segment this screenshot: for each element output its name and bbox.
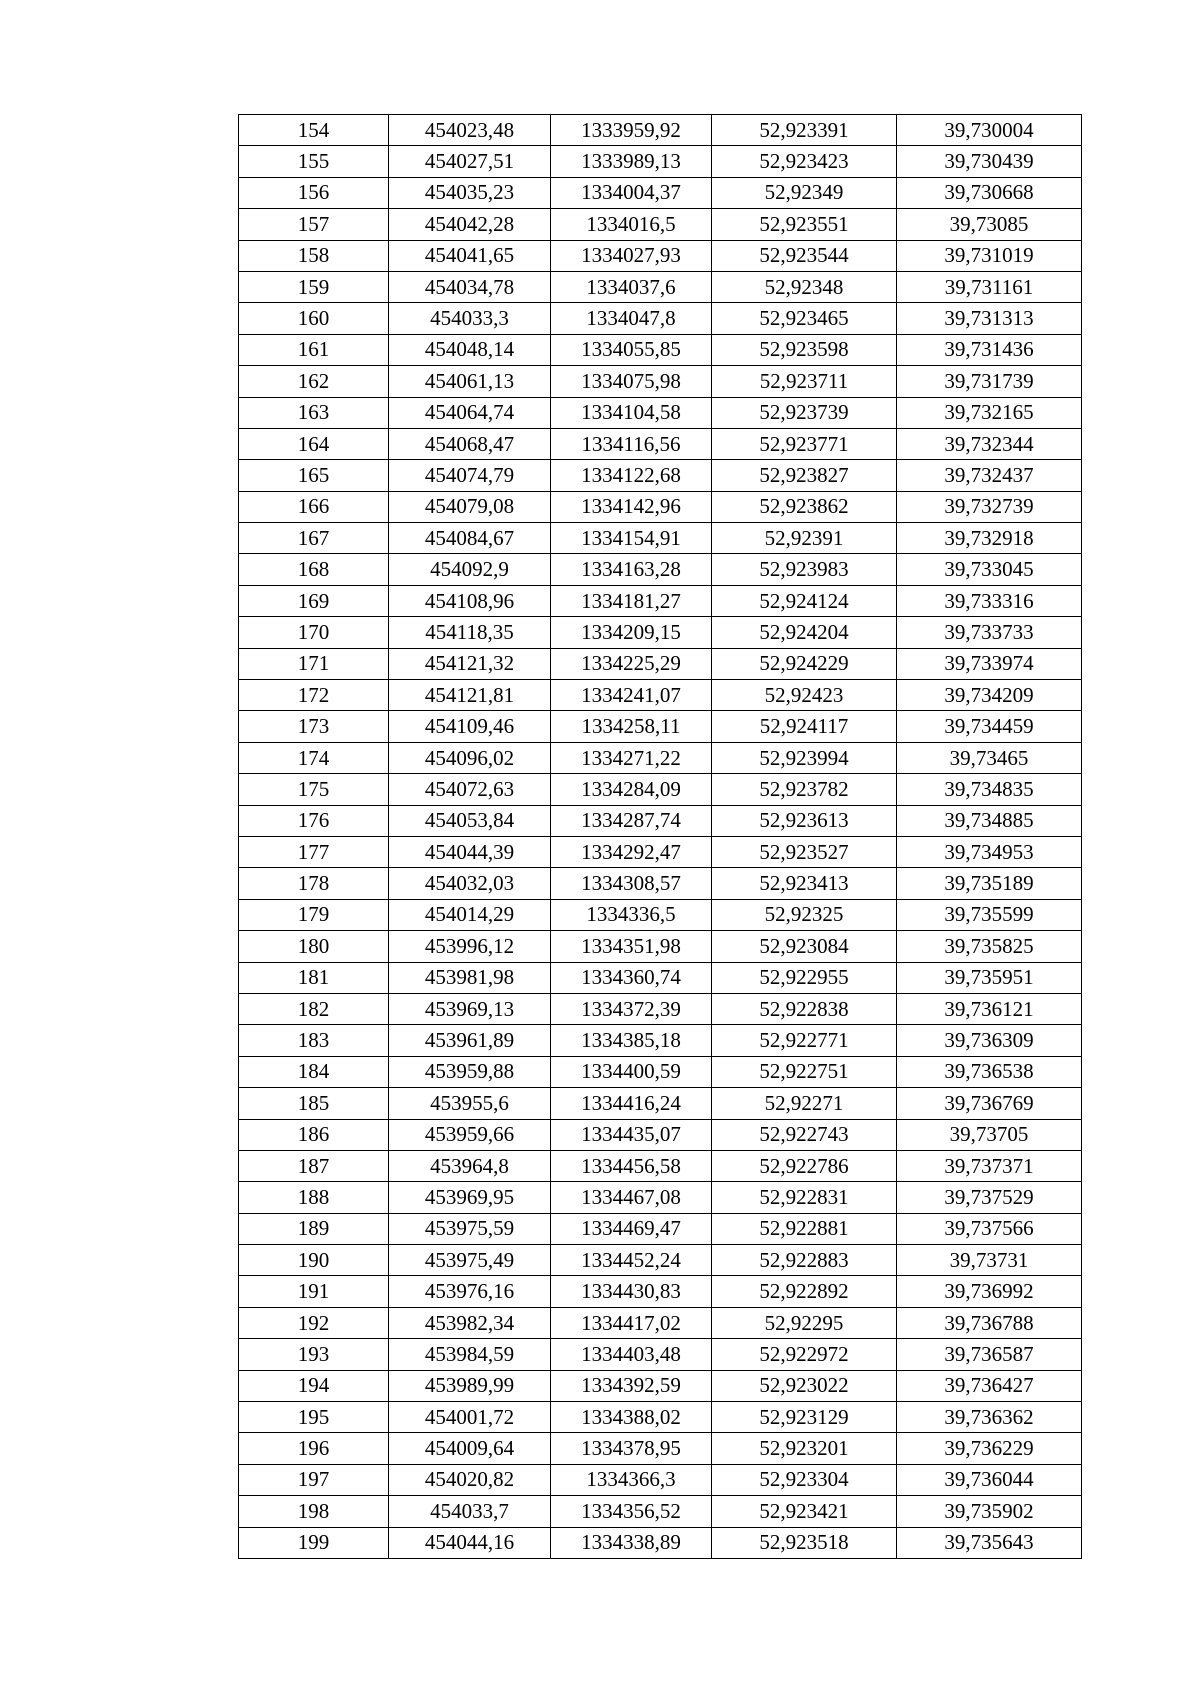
x-coordinate-cell: 454074,79 bbox=[389, 460, 551, 491]
table-row bbox=[239, 1307, 1082, 1338]
y-coordinate-cell: 1334388,02 bbox=[551, 1402, 712, 1433]
point-number-cell: 193 bbox=[239, 1339, 389, 1370]
point-number-cell: 155 bbox=[239, 146, 389, 177]
y-coordinate-cell: 1334452,24 bbox=[551, 1245, 712, 1276]
latitude-cell: 52,923304 bbox=[712, 1464, 897, 1495]
y-coordinate-cell: 1334181,27 bbox=[551, 585, 712, 616]
point-number-cell: 158 bbox=[239, 240, 389, 271]
longitude-cell: 39,731436 bbox=[897, 334, 1082, 365]
latitude-cell: 52,923084 bbox=[712, 931, 897, 962]
latitude-cell: 52,924229 bbox=[712, 648, 897, 679]
table-row bbox=[239, 1370, 1082, 1401]
x-coordinate-cell: 454032,03 bbox=[389, 868, 551, 899]
longitude-cell: 39,736362 bbox=[897, 1402, 1082, 1433]
table-row bbox=[239, 1056, 1082, 1087]
table-row bbox=[239, 1245, 1082, 1276]
latitude-cell: 52,923862 bbox=[712, 491, 897, 522]
y-coordinate-cell: 1334241,07 bbox=[551, 680, 712, 711]
x-coordinate-cell: 454096,02 bbox=[389, 742, 551, 773]
point-number-cell: 184 bbox=[239, 1056, 389, 1087]
x-coordinate-cell: 453955,6 bbox=[389, 1088, 551, 1119]
latitude-cell: 52,923518 bbox=[712, 1527, 897, 1558]
table-row bbox=[239, 397, 1082, 428]
point-number-cell: 187 bbox=[239, 1150, 389, 1181]
x-coordinate-cell: 454108,96 bbox=[389, 585, 551, 616]
longitude-cell: 39,736044 bbox=[897, 1464, 1082, 1495]
point-number-cell: 188 bbox=[239, 1182, 389, 1213]
table-row bbox=[239, 491, 1082, 522]
y-coordinate-cell: 1334469,47 bbox=[551, 1213, 712, 1244]
y-coordinate-cell: 1334356,52 bbox=[551, 1496, 712, 1527]
point-number-cell: 181 bbox=[239, 962, 389, 993]
longitude-cell: 39,735599 bbox=[897, 899, 1082, 930]
point-number-cell: 163 bbox=[239, 397, 389, 428]
y-coordinate-cell: 1334027,93 bbox=[551, 240, 712, 271]
point-number-cell: 182 bbox=[239, 993, 389, 1024]
longitude-cell: 39,736427 bbox=[897, 1370, 1082, 1401]
longitude-cell: 39,736229 bbox=[897, 1433, 1082, 1464]
table-row bbox=[239, 962, 1082, 993]
x-coordinate-cell: 454034,78 bbox=[389, 271, 551, 302]
y-coordinate-cell: 1334336,5 bbox=[551, 899, 712, 930]
longitude-cell: 39,732437 bbox=[897, 460, 1082, 491]
longitude-cell: 39,736788 bbox=[897, 1307, 1082, 1338]
longitude-cell: 39,736121 bbox=[897, 993, 1082, 1024]
latitude-cell: 52,923994 bbox=[712, 742, 897, 773]
table-row bbox=[239, 1339, 1082, 1370]
x-coordinate-cell: 454079,08 bbox=[389, 491, 551, 522]
point-number-cell: 164 bbox=[239, 428, 389, 459]
point-number-cell: 194 bbox=[239, 1370, 389, 1401]
x-coordinate-cell: 454042,28 bbox=[389, 209, 551, 240]
table-row bbox=[239, 1464, 1082, 1495]
y-coordinate-cell: 1334385,18 bbox=[551, 1025, 712, 1056]
table-row bbox=[239, 554, 1082, 585]
point-number-cell: 189 bbox=[239, 1213, 389, 1244]
latitude-cell: 52,924124 bbox=[712, 585, 897, 616]
table-row bbox=[239, 428, 1082, 459]
longitude-cell: 39,733974 bbox=[897, 648, 1082, 679]
point-number-cell: 191 bbox=[239, 1276, 389, 1307]
table-row bbox=[239, 993, 1082, 1024]
point-number-cell: 186 bbox=[239, 1119, 389, 1150]
table-row bbox=[239, 1496, 1082, 1527]
point-number-cell: 179 bbox=[239, 899, 389, 930]
x-coordinate-cell: 453976,16 bbox=[389, 1276, 551, 1307]
y-coordinate-cell: 1334403,48 bbox=[551, 1339, 712, 1370]
latitude-cell: 52,922881 bbox=[712, 1213, 897, 1244]
longitude-cell: 39,736538 bbox=[897, 1056, 1082, 1087]
latitude-cell: 52,922751 bbox=[712, 1056, 897, 1087]
table-row bbox=[239, 460, 1082, 491]
x-coordinate-cell: 454044,39 bbox=[389, 836, 551, 867]
point-number-cell: 196 bbox=[239, 1433, 389, 1464]
x-coordinate-cell: 454061,13 bbox=[389, 366, 551, 397]
x-coordinate-cell: 454033,3 bbox=[389, 303, 551, 334]
point-number-cell: 168 bbox=[239, 554, 389, 585]
y-coordinate-cell: 1334292,47 bbox=[551, 836, 712, 867]
latitude-cell: 52,922786 bbox=[712, 1150, 897, 1181]
latitude-cell: 52,922972 bbox=[712, 1339, 897, 1370]
longitude-cell: 39,735189 bbox=[897, 868, 1082, 899]
x-coordinate-cell: 454121,81 bbox=[389, 680, 551, 711]
y-coordinate-cell: 1334116,56 bbox=[551, 428, 712, 459]
x-coordinate-cell: 453982,34 bbox=[389, 1307, 551, 1338]
table-row bbox=[239, 523, 1082, 554]
x-coordinate-cell: 454121,32 bbox=[389, 648, 551, 679]
table-row bbox=[239, 868, 1082, 899]
y-coordinate-cell: 1334104,58 bbox=[551, 397, 712, 428]
latitude-cell: 52,923983 bbox=[712, 554, 897, 585]
x-coordinate-cell: 454027,51 bbox=[389, 146, 551, 177]
y-coordinate-cell: 1334338,89 bbox=[551, 1527, 712, 1558]
y-coordinate-cell: 1334142,96 bbox=[551, 491, 712, 522]
x-coordinate-cell: 454001,72 bbox=[389, 1402, 551, 1433]
x-coordinate-cell: 454068,47 bbox=[389, 428, 551, 459]
longitude-cell: 39,733316 bbox=[897, 585, 1082, 616]
longitude-cell: 39,737566 bbox=[897, 1213, 1082, 1244]
y-coordinate-cell: 1334430,83 bbox=[551, 1276, 712, 1307]
x-coordinate-cell: 454118,35 bbox=[389, 617, 551, 648]
y-coordinate-cell: 1334122,68 bbox=[551, 460, 712, 491]
longitude-cell: 39,734885 bbox=[897, 805, 1082, 836]
y-coordinate-cell: 1334016,5 bbox=[551, 209, 712, 240]
latitude-cell: 52,922838 bbox=[712, 993, 897, 1024]
y-coordinate-cell: 1334284,09 bbox=[551, 774, 712, 805]
table-row bbox=[239, 931, 1082, 962]
point-number-cell: 175 bbox=[239, 774, 389, 805]
point-number-cell: 165 bbox=[239, 460, 389, 491]
y-coordinate-cell: 1334271,22 bbox=[551, 742, 712, 773]
longitude-cell: 39,731739 bbox=[897, 366, 1082, 397]
x-coordinate-cell: 454084,67 bbox=[389, 523, 551, 554]
table-row bbox=[239, 177, 1082, 208]
latitude-cell: 52,92391 bbox=[712, 523, 897, 554]
table-row bbox=[239, 146, 1082, 177]
point-number-cell: 169 bbox=[239, 585, 389, 616]
y-coordinate-cell: 1334416,24 bbox=[551, 1088, 712, 1119]
y-coordinate-cell: 1334456,58 bbox=[551, 1150, 712, 1181]
latitude-cell: 52,923201 bbox=[712, 1433, 897, 1464]
longitude-cell: 39,732344 bbox=[897, 428, 1082, 459]
table-row bbox=[239, 648, 1082, 679]
y-coordinate-cell: 1334360,74 bbox=[551, 962, 712, 993]
y-coordinate-cell: 1334225,29 bbox=[551, 648, 712, 679]
table-row bbox=[239, 209, 1082, 240]
latitude-cell: 52,923544 bbox=[712, 240, 897, 271]
point-number-cell: 199 bbox=[239, 1527, 389, 1558]
point-number-cell: 174 bbox=[239, 742, 389, 773]
point-number-cell: 190 bbox=[239, 1245, 389, 1276]
x-coordinate-cell: 454064,74 bbox=[389, 397, 551, 428]
x-coordinate-cell: 454109,46 bbox=[389, 711, 551, 742]
longitude-cell: 39,737529 bbox=[897, 1182, 1082, 1213]
point-number-cell: 183 bbox=[239, 1025, 389, 1056]
point-number-cell: 177 bbox=[239, 836, 389, 867]
latitude-cell: 52,923711 bbox=[712, 366, 897, 397]
latitude-cell: 52,924204 bbox=[712, 617, 897, 648]
point-number-cell: 167 bbox=[239, 523, 389, 554]
x-coordinate-cell: 454023,48 bbox=[389, 115, 551, 146]
x-coordinate-cell: 453989,99 bbox=[389, 1370, 551, 1401]
point-number-cell: 162 bbox=[239, 366, 389, 397]
table-row bbox=[239, 1025, 1082, 1056]
latitude-cell: 52,923421 bbox=[712, 1496, 897, 1527]
longitude-cell: 39,73731 bbox=[897, 1245, 1082, 1276]
table-row bbox=[239, 1088, 1082, 1119]
point-number-cell: 185 bbox=[239, 1088, 389, 1119]
y-coordinate-cell: 1334372,39 bbox=[551, 993, 712, 1024]
y-coordinate-cell: 1334467,08 bbox=[551, 1182, 712, 1213]
latitude-cell: 52,923022 bbox=[712, 1370, 897, 1401]
longitude-cell: 39,73465 bbox=[897, 742, 1082, 773]
longitude-cell: 39,731019 bbox=[897, 240, 1082, 271]
point-number-cell: 157 bbox=[239, 209, 389, 240]
longitude-cell: 39,73705 bbox=[897, 1119, 1082, 1150]
x-coordinate-cell: 454041,65 bbox=[389, 240, 551, 271]
longitude-cell: 39,736587 bbox=[897, 1339, 1082, 1370]
latitude-cell: 52,92325 bbox=[712, 899, 897, 930]
x-coordinate-cell: 454020,82 bbox=[389, 1464, 551, 1495]
y-coordinate-cell: 1333959,92 bbox=[551, 115, 712, 146]
table-row bbox=[239, 805, 1082, 836]
longitude-cell: 39,734459 bbox=[897, 711, 1082, 742]
point-number-cell: 160 bbox=[239, 303, 389, 334]
latitude-cell: 52,923613 bbox=[712, 805, 897, 836]
longitude-cell: 39,733733 bbox=[897, 617, 1082, 648]
point-number-cell: 198 bbox=[239, 1496, 389, 1527]
y-coordinate-cell: 1334287,74 bbox=[551, 805, 712, 836]
table-row bbox=[239, 271, 1082, 302]
point-number-cell: 159 bbox=[239, 271, 389, 302]
y-coordinate-cell: 1334378,95 bbox=[551, 1433, 712, 1464]
y-coordinate-cell: 1334075,98 bbox=[551, 366, 712, 397]
latitude-cell: 52,923423 bbox=[712, 146, 897, 177]
table-row bbox=[239, 1276, 1082, 1307]
latitude-cell: 52,923782 bbox=[712, 774, 897, 805]
point-number-cell: 161 bbox=[239, 334, 389, 365]
latitude-cell: 52,92349 bbox=[712, 177, 897, 208]
latitude-cell: 52,923551 bbox=[712, 209, 897, 240]
y-coordinate-cell: 1334037,6 bbox=[551, 271, 712, 302]
x-coordinate-cell: 454014,29 bbox=[389, 899, 551, 930]
table-row bbox=[239, 1150, 1082, 1181]
point-number-cell: 197 bbox=[239, 1464, 389, 1495]
latitude-cell: 52,922955 bbox=[712, 962, 897, 993]
latitude-cell: 52,922743 bbox=[712, 1119, 897, 1150]
y-coordinate-cell: 1334400,59 bbox=[551, 1056, 712, 1087]
x-coordinate-cell: 453959,88 bbox=[389, 1056, 551, 1087]
x-coordinate-cell: 454053,84 bbox=[389, 805, 551, 836]
table-row bbox=[239, 836, 1082, 867]
x-coordinate-cell: 454033,7 bbox=[389, 1496, 551, 1527]
x-coordinate-cell: 453975,59 bbox=[389, 1213, 551, 1244]
point-number-cell: 195 bbox=[239, 1402, 389, 1433]
latitude-cell: 52,923771 bbox=[712, 428, 897, 459]
table-row bbox=[239, 303, 1082, 334]
table-row bbox=[239, 115, 1082, 146]
longitude-cell: 39,735643 bbox=[897, 1527, 1082, 1558]
table-row bbox=[239, 1182, 1082, 1213]
table-row bbox=[239, 617, 1082, 648]
table-row bbox=[239, 742, 1082, 773]
y-coordinate-cell: 1334163,28 bbox=[551, 554, 712, 585]
longitude-cell: 39,736769 bbox=[897, 1088, 1082, 1119]
longitude-cell: 39,731313 bbox=[897, 303, 1082, 334]
longitude-cell: 39,736992 bbox=[897, 1276, 1082, 1307]
table-row bbox=[239, 366, 1082, 397]
x-coordinate-cell: 453959,66 bbox=[389, 1119, 551, 1150]
table-row bbox=[239, 899, 1082, 930]
point-number-cell: 154 bbox=[239, 115, 389, 146]
table-row bbox=[239, 1119, 1082, 1150]
y-coordinate-cell: 1334351,98 bbox=[551, 931, 712, 962]
x-coordinate-cell: 454009,64 bbox=[389, 1433, 551, 1464]
y-coordinate-cell: 1334417,02 bbox=[551, 1307, 712, 1338]
latitude-cell: 52,924117 bbox=[712, 711, 897, 742]
longitude-cell: 39,732165 bbox=[897, 397, 1082, 428]
y-coordinate-cell: 1334392,59 bbox=[551, 1370, 712, 1401]
y-coordinate-cell: 1333989,13 bbox=[551, 146, 712, 177]
x-coordinate-cell: 453984,59 bbox=[389, 1339, 551, 1370]
y-coordinate-cell: 1334366,3 bbox=[551, 1464, 712, 1495]
y-coordinate-cell: 1334209,15 bbox=[551, 617, 712, 648]
point-number-cell: 166 bbox=[239, 491, 389, 522]
longitude-cell: 39,73085 bbox=[897, 209, 1082, 240]
table-row bbox=[239, 774, 1082, 805]
x-coordinate-cell: 454092,9 bbox=[389, 554, 551, 585]
x-coordinate-cell: 454044,16 bbox=[389, 1527, 551, 1558]
latitude-cell: 52,923129 bbox=[712, 1402, 897, 1433]
y-coordinate-cell: 1334258,11 bbox=[551, 711, 712, 742]
point-number-cell: 172 bbox=[239, 680, 389, 711]
table-row bbox=[239, 1433, 1082, 1464]
y-coordinate-cell: 1334435,07 bbox=[551, 1119, 712, 1150]
table-row bbox=[239, 711, 1082, 742]
longitude-cell: 39,735951 bbox=[897, 962, 1082, 993]
latitude-cell: 52,923465 bbox=[712, 303, 897, 334]
point-number-cell: 156 bbox=[239, 177, 389, 208]
longitude-cell: 39,735902 bbox=[897, 1496, 1082, 1527]
longitude-cell: 39,730439 bbox=[897, 146, 1082, 177]
table-row bbox=[239, 1213, 1082, 1244]
x-coordinate-cell: 453981,98 bbox=[389, 962, 551, 993]
table-row bbox=[239, 1527, 1082, 1558]
longitude-cell: 39,732739 bbox=[897, 491, 1082, 522]
point-number-cell: 176 bbox=[239, 805, 389, 836]
table-row bbox=[239, 240, 1082, 271]
latitude-cell: 52,923827 bbox=[712, 460, 897, 491]
longitude-cell: 39,730004 bbox=[897, 115, 1082, 146]
latitude-cell: 52,923413 bbox=[712, 868, 897, 899]
y-coordinate-cell: 1334004,37 bbox=[551, 177, 712, 208]
table-row bbox=[239, 585, 1082, 616]
longitude-cell: 39,733045 bbox=[897, 554, 1082, 585]
latitude-cell: 52,923391 bbox=[712, 115, 897, 146]
y-coordinate-cell: 1334047,8 bbox=[551, 303, 712, 334]
latitude-cell: 52,922892 bbox=[712, 1276, 897, 1307]
table-row bbox=[239, 1402, 1082, 1433]
x-coordinate-cell: 453969,13 bbox=[389, 993, 551, 1024]
y-coordinate-cell: 1334055,85 bbox=[551, 334, 712, 365]
y-coordinate-cell: 1334308,57 bbox=[551, 868, 712, 899]
table-row bbox=[239, 680, 1082, 711]
x-coordinate-cell: 453961,89 bbox=[389, 1025, 551, 1056]
latitude-cell: 52,923598 bbox=[712, 334, 897, 365]
point-number-cell: 180 bbox=[239, 931, 389, 962]
longitude-cell: 39,734835 bbox=[897, 774, 1082, 805]
longitude-cell: 39,732918 bbox=[897, 523, 1082, 554]
longitude-cell: 39,737371 bbox=[897, 1150, 1082, 1181]
point-number-cell: 178 bbox=[239, 868, 389, 899]
table-row bbox=[239, 334, 1082, 365]
latitude-cell: 52,92348 bbox=[712, 271, 897, 302]
longitude-cell: 39,730668 bbox=[897, 177, 1082, 208]
latitude-cell: 52,923527 bbox=[712, 836, 897, 867]
x-coordinate-cell: 454072,63 bbox=[389, 774, 551, 805]
x-coordinate-cell: 453964,8 bbox=[389, 1150, 551, 1181]
latitude-cell: 52,922771 bbox=[712, 1025, 897, 1056]
x-coordinate-cell: 453996,12 bbox=[389, 931, 551, 962]
latitude-cell: 52,922831 bbox=[712, 1182, 897, 1213]
coordinates-table-body bbox=[239, 115, 1082, 1559]
latitude-cell: 52,92271 bbox=[712, 1088, 897, 1119]
latitude-cell: 52,92423 bbox=[712, 680, 897, 711]
y-coordinate-cell: 1334154,91 bbox=[551, 523, 712, 554]
point-number-cell: 173 bbox=[239, 711, 389, 742]
x-coordinate-cell: 454035,23 bbox=[389, 177, 551, 208]
x-coordinate-cell: 453969,95 bbox=[389, 1182, 551, 1213]
longitude-cell: 39,735825 bbox=[897, 931, 1082, 962]
point-number-cell: 171 bbox=[239, 648, 389, 679]
latitude-cell: 52,92295 bbox=[712, 1307, 897, 1338]
point-number-cell: 192 bbox=[239, 1307, 389, 1338]
coordinates-table bbox=[238, 114, 1082, 1559]
longitude-cell: 39,734953 bbox=[897, 836, 1082, 867]
latitude-cell: 52,922883 bbox=[712, 1245, 897, 1276]
point-number-cell: 170 bbox=[239, 617, 389, 648]
latitude-cell: 52,923739 bbox=[712, 397, 897, 428]
longitude-cell: 39,731161 bbox=[897, 271, 1082, 302]
x-coordinate-cell: 453975,49 bbox=[389, 1245, 551, 1276]
x-coordinate-cell: 454048,14 bbox=[389, 334, 551, 365]
longitude-cell: 39,734209 bbox=[897, 680, 1082, 711]
longitude-cell: 39,736309 bbox=[897, 1025, 1082, 1056]
